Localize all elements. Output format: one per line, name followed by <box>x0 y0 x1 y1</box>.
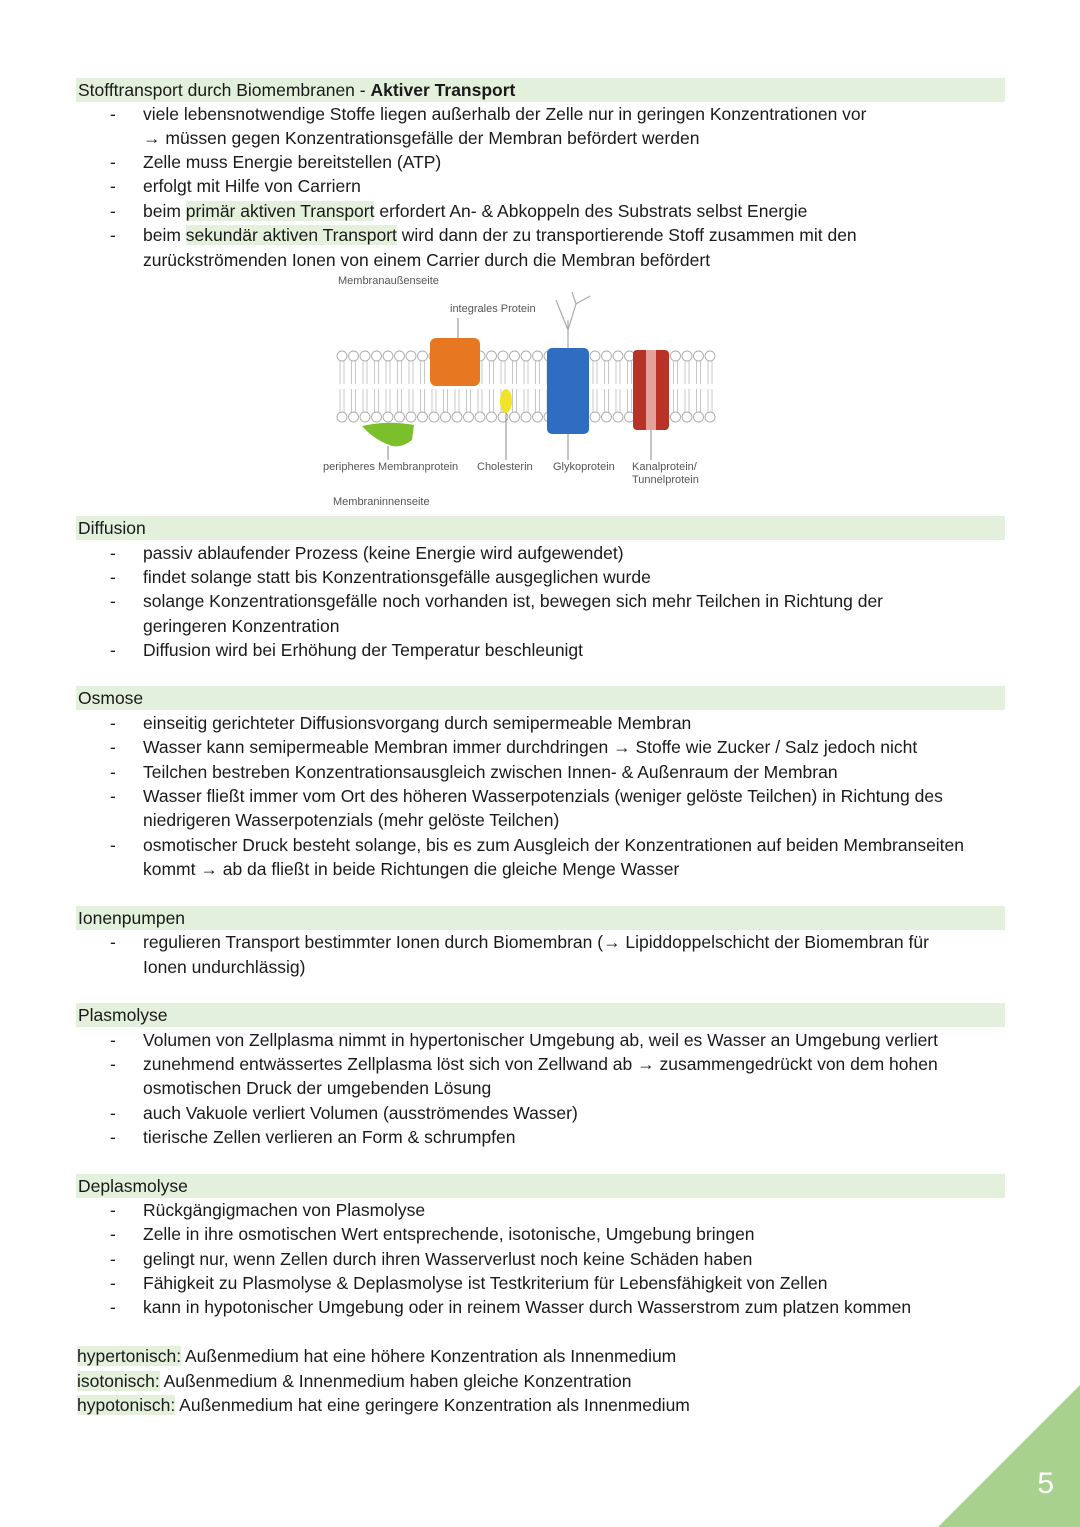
label-cholesterol: Cholesterin <box>477 461 533 473</box>
list-item: osmotischer Druck besteht solange, bis es zum Ausgleich der Konzentrationen auf beiden Membranseiten <box>143 835 965 855</box>
list-item: kann in hypotonischer Umgebung oder in reinem Wasser durch Wasserstrom zum platzen kommen <box>143 1297 912 1317</box>
bullet-dash: - <box>110 762 116 782</box>
term-isotonisch: isotonisch: <box>77 1371 160 1391</box>
definition-hypotonisch: hypotonisch: Außenmedium hat eine geringere Konzentration als Innenmedium <box>77 1395 690 1415</box>
list-item: Wasser fließt immer vom Ort des höheren Wasserpotenzials (weniger gelöste Teilchen) in Richtung des <box>143 786 943 806</box>
list-item: passiv ablaufender Prozess (keine Energie wird aufgewendet) <box>143 543 624 563</box>
bullet-dash: - <box>110 567 116 587</box>
definition-hypertonisch: hypertonisch: Außenmedium hat eine höhere Konzentration als Innenmedium <box>77 1346 677 1366</box>
label-integral: integrales Protein <box>450 303 536 315</box>
page-number: 5 <box>1037 1467 1054 1500</box>
highlight-sekundaer: sekundär aktiven Transport <box>185 225 397 245</box>
bullet-dash: - <box>110 176 116 196</box>
label-glycoprotein: Glykoprotein <box>553 461 615 473</box>
list-item: Rückgängigmachen von Plasmolyse <box>143 1200 426 1220</box>
list-item: viele lebensnotwendige Stoffe liegen außerhalb der Zelle nur in geringen Konzentrationen vor <box>143 104 867 124</box>
list-item: einseitig gerichteter Diffusionsvorgang durch semipermeable Membran <box>143 713 692 733</box>
bullet-dash: - <box>110 1273 116 1293</box>
list-item-cont: zurückströmenden Ionen von einem Carrier durch die Membran befördert <box>143 250 711 270</box>
label-tunnel: Tunnelprotein <box>632 474 699 486</box>
list-item: Teilchen bestreben Konzentrationsausgleich zwischen Innen- & Außenraum der Membran <box>143 762 838 782</box>
bullet-dash: - <box>110 1127 116 1147</box>
list-item: regulieren Transport bestimmter Ionen durch Biomembran (→ Lipiddoppelschicht der Biomembran für <box>143 932 929 952</box>
section-header-osmose: Osmose <box>76 686 1005 710</box>
list-item-cont: geringeren Konzentration <box>143 616 340 636</box>
bullet-dash: - <box>110 737 116 757</box>
membrane-diagram <box>310 270 740 515</box>
section-header-deplasmolyse: Deplasmolyse <box>76 1174 1005 1198</box>
section-header-ionenpumpen: Ionenpumpen <box>76 906 1005 930</box>
list-item: tierische Zellen verlieren an Form & schrumpfen <box>143 1127 516 1147</box>
section-header-diffusion: Diffusion <box>76 516 1005 540</box>
list-item-cont: niedrigeren Wasserpotenzials (mehr gelöste Teilchen) <box>143 810 560 830</box>
list-item: findet solange statt bis Konzentrationsgefälle ausgeglichen wurde <box>143 567 651 587</box>
label-peripheral: peripheres Membranprotein <box>323 461 459 473</box>
list-item: Zelle in ihre osmotischen Wert entsprechende, isotonische, Umgebung bringen <box>143 1224 755 1244</box>
list-item-cont: kommt → ab da fließt in beide Richtungen die gleiche Menge Wasser <box>143 859 680 879</box>
list-item-cont: → müssen gegen Konzentrationsgefälle der Membran befördert werden <box>143 128 700 148</box>
bullet-dash: - <box>110 786 116 806</box>
header-bold-text: Aktiver Transport <box>370 80 516 100</box>
peripheral-protein-green <box>362 423 414 447</box>
section-header-plasmolyse: Plasmolyse <box>76 1003 1005 1027</box>
bullet-dash: - <box>110 543 116 563</box>
list-item: Diffusion wird bei Erhöhung der Temperatur beschleunigt <box>143 640 584 660</box>
list-item: Wasser kann semipermeable Membran immer durchdringen → Stoffe wie Zucker / Salz jedoch nicht <box>143 737 918 757</box>
list-item: beim primär aktiven Transport erfordert An- & Abkoppeln des Substrats selbst Energie <box>143 201 808 221</box>
list-item: erfolgt mit Hilfe von Carriern <box>143 176 361 196</box>
list-item-cont: osmotischen Druck der umgebenden Lösung <box>143 1078 492 1098</box>
list-item: beim sekundär aktiven Transport wird dann der zu transportierende Stoff zusammen mit den <box>143 225 857 245</box>
list-item-cont: Ionen undurchlässig) <box>143 957 306 977</box>
integral-protein-orange <box>430 338 480 386</box>
label-inner: Membraninnenseite <box>333 496 430 508</box>
list-item: gelingt nur, wenn Zellen durch ihren Wasserverlust noch keine Schäden haben <box>143 1249 753 1269</box>
list-item: Volumen von Zellplasma nimmt in hypertonischer Umgebung ab, weil es Wasser an Umgebung verliert <box>143 1030 938 1050</box>
bullet-dash: - <box>110 932 116 952</box>
term-hypotonisch: hypotonisch: <box>77 1395 176 1415</box>
list-item: Zelle muss Energie bereitstellen (ATP) <box>143 152 442 172</box>
cholesterol-molecule <box>500 389 512 413</box>
term-hypertonisch: hypertonisch: <box>77 1346 182 1366</box>
bullet-dash: - <box>110 591 116 611</box>
bullet-dash: - <box>110 152 116 172</box>
bullet-dash: - <box>110 104 116 124</box>
list-item: Fähigkeit zu Plasmolyse & Deplasmolyse ist Testkriterium für Lebensfähigkeit von Zellen <box>143 1273 828 1293</box>
bullet-dash: - <box>110 640 116 660</box>
bullet-dash: - <box>110 1224 116 1244</box>
bullet-dash: - <box>110 225 116 245</box>
bullet-dash: - <box>110 1249 116 1269</box>
section-header-aktiver-transport <box>76 78 1005 102</box>
highlight-primaer: primär aktiven Transport <box>185 201 375 221</box>
bullet-dash: - <box>110 1103 116 1123</box>
list-item: auch Vakuole verliert Volumen (ausströmendes Wasser) <box>143 1103 578 1123</box>
list-item: solange Konzentrationsgefälle noch vorhanden ist, bewegen sich mehr Teilchen in Richtung der <box>143 591 884 611</box>
bullet-dash: - <box>110 1030 116 1050</box>
definition-isotonisch: isotonisch: Außenmedium & Innenmedium haben gleiche Konzentration <box>77 1371 632 1391</box>
bullet-dash: - <box>110 1200 116 1220</box>
label-channel: Kanalprotein/ <box>632 461 697 473</box>
label-outer: Membranaußenseite <box>338 275 439 287</box>
bullet-dash: - <box>110 201 116 221</box>
bullet-dash: - <box>110 835 116 855</box>
bullet-dash: - <box>110 713 116 733</box>
bullet-dash: - <box>110 1297 116 1317</box>
glycoprotein-blue <box>547 348 589 434</box>
bullet-dash: - <box>110 1054 116 1074</box>
page-corner-triangle <box>938 1385 1080 1527</box>
list-item: zunehmend entwässertes Zellplasma löst sich von Zellwand ab → zusammengedrückt von dem hohen <box>143 1054 938 1074</box>
header-text: Stofftransport durch Biomembranen - <box>78 80 371 100</box>
